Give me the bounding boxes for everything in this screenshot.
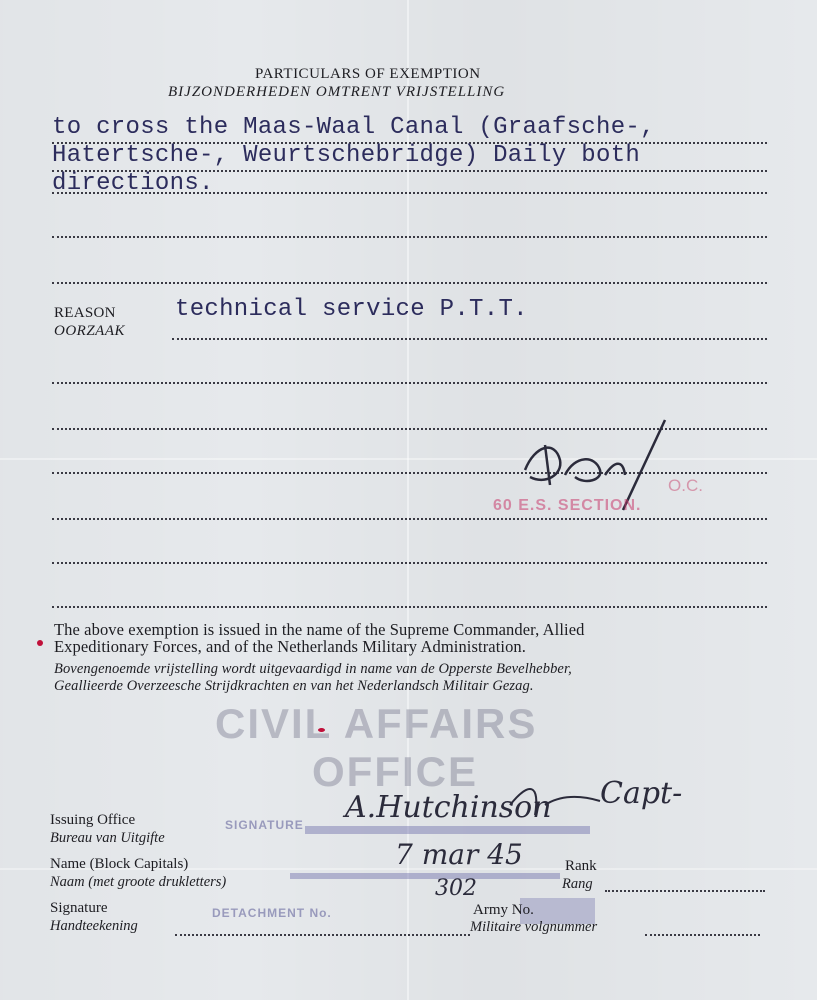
army-no-label-dutch: Militaire volgnummer — [470, 919, 598, 935]
statement-dutch-line-1: Bovengenoemde vrijstelling wordt uitgevaardigd in name van de Opperste Bevelhebber, — [54, 661, 572, 677]
signature-label: Signature — [50, 900, 108, 916]
dotted-line — [52, 382, 767, 384]
reason-value: technical service P.T.T. — [175, 296, 528, 323]
fold-line-horizontal — [0, 458, 817, 460]
rank-label-dutch: Rang — [562, 876, 593, 892]
dotted-line — [172, 338, 767, 340]
statement-english-line-2: Expeditionary Forces, and of the Netherlands Military Administration. — [54, 637, 527, 656]
stamp-detachment-label: DETACHMENT No. — [212, 906, 332, 920]
stamp-underline — [305, 826, 590, 834]
dotted-line — [52, 562, 767, 564]
stamp-office: OFFICE — [312, 748, 478, 795]
statement-english-line-1: The above exemption is issued in the name of the Supreme Commander, Allied — [54, 620, 585, 639]
issuing-office-label: Issuing Office — [50, 812, 136, 828]
issue-date: 7 mar 45 — [395, 838, 523, 871]
signature-label-dutch: Handteekening — [50, 918, 138, 934]
name-label-dutch: Naam (met groote drukletters) — [50, 874, 227, 890]
dotted-line — [645, 934, 760, 936]
stamp-oc: O.C. — [668, 476, 703, 495]
dotted-line — [605, 890, 765, 892]
stamp-section: 60 E.S. SECTION. — [493, 497, 642, 514]
detachment-number: 302 — [435, 876, 477, 901]
stamp-signature-label: SIGNATURE — [225, 818, 304, 832]
stamp-civil-affairs: CIVIL AFFAIRS — [215, 700, 538, 747]
statement-dutch-line-2: Geallieerde Overzeesche Strijdkrachten en van het Nederlandsch Militair Gezag. — [54, 678, 534, 694]
dotted-line — [52, 282, 767, 284]
stamp-underline — [290, 873, 560, 879]
particulars-line-3: directions. — [52, 170, 214, 197]
title-english: PARTICULARS OF EXEMPTION — [255, 66, 481, 82]
dotted-line — [175, 934, 470, 936]
issuing-office-label-dutch: Bureau van Uitgifte — [50, 830, 165, 846]
issuer-rank-handwritten: Capt- — [600, 776, 683, 811]
particulars-line-2: Hatertsche-, Weurtschebridge) Daily both — [52, 142, 641, 169]
title-dutch: BIJZONDERHEDEN OMTRENT VRIJSTELLING — [168, 84, 506, 100]
dotted-line — [52, 606, 767, 608]
issuer-signature: A.Hutchinson — [345, 790, 552, 825]
dotted-line — [52, 518, 767, 520]
dotted-line — [52, 236, 767, 238]
reason-label: REASON — [54, 305, 116, 321]
reason-label-dutch: OORZAAK — [54, 323, 125, 339]
dotted-line — [52, 192, 767, 194]
signature-flourish — [505, 775, 605, 825]
rank-label: Rank — [565, 858, 597, 874]
army-no-label: Army No. — [473, 902, 534, 918]
particulars-line-1: to cross the Maas-Waal Canal (Graafsche-, — [52, 114, 655, 141]
name-label: Name (Block Capitals) — [50, 856, 189, 872]
ink-dot — [37, 640, 43, 646]
